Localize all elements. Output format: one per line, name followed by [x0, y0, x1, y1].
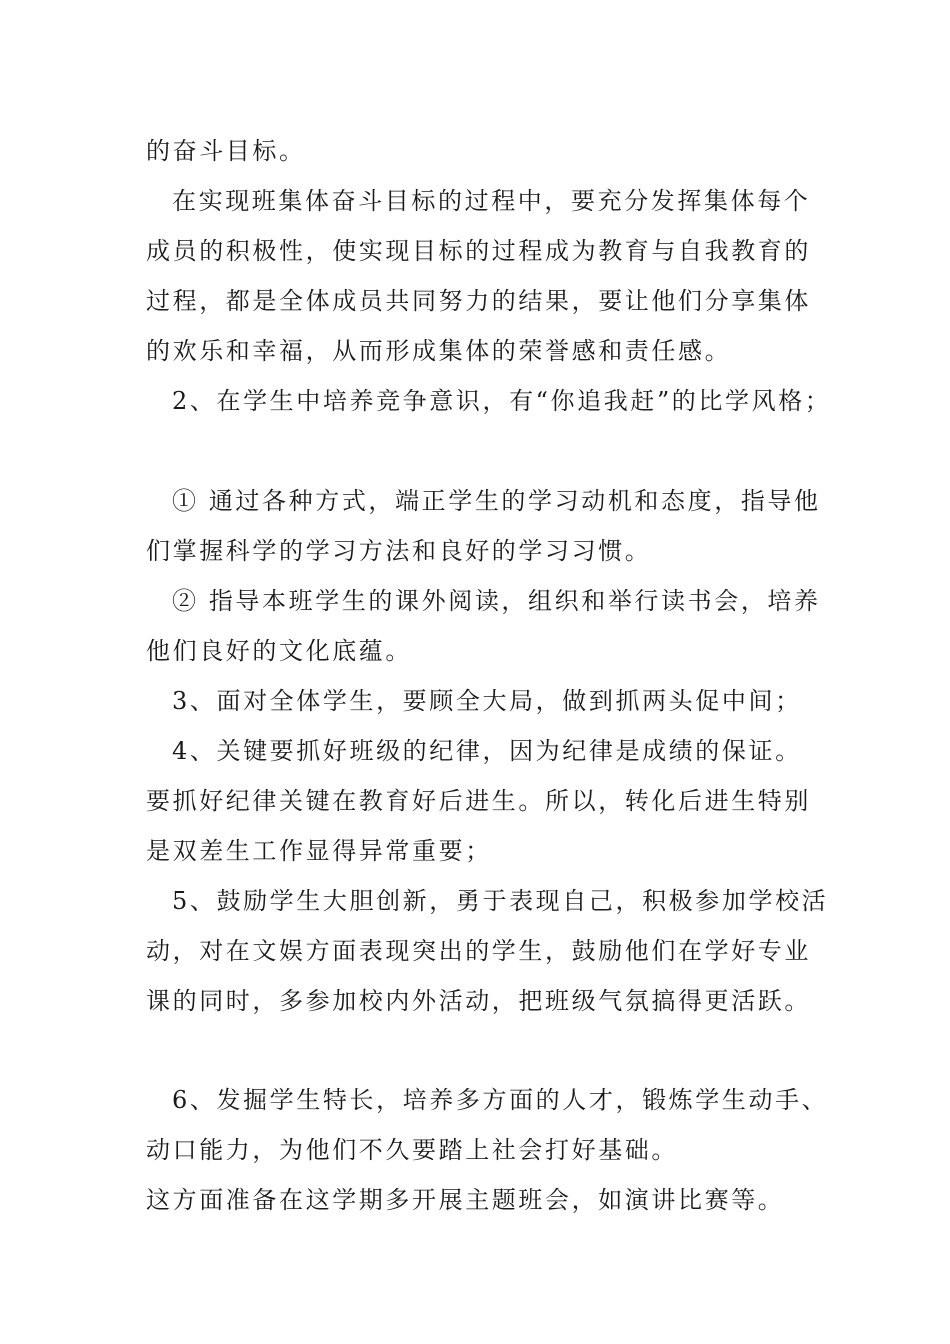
- text-line-10: 他们良好的文化底蕴。: [146, 637, 412, 665]
- text-line-17: 课的同时，多参加校内外活动，把班级气氛搞得更活跃。: [146, 987, 811, 1015]
- text-line-4: 过程，都是全体成员共同努力的结果，要让他们分享集体: [146, 287, 811, 315]
- text-line-12: 4、关键要抓好班级的纪律，因为纪律是成绩的保证。: [172, 737, 802, 765]
- text-line-7: ① 通过各种方式，端正学生的学习动机和态度，指导他: [172, 487, 821, 515]
- text-line-13: 要抓好纪律关键在教育好后进生。所以，转化后进生特别: [146, 787, 811, 815]
- text-line-11: 3、面对全体学生，要顾全大局，做到抓两头促中间；: [172, 687, 802, 715]
- text-line-16: 动，对在文娱方面表现突出的学生，鼓励他们在学好专业: [146, 937, 811, 965]
- text-line-14: 是双差生工作显得异常重要；: [146, 837, 492, 865]
- text-line-2: 在实现班集体奋斗目标的过程中，要充分发挥集体每个: [172, 187, 811, 215]
- text-line-8: 们掌握科学的学习方法和良好的学习习惯。: [146, 537, 652, 565]
- text-line-19: 动口能力，为他们不久要踏上社会打好基础。: [146, 1136, 678, 1164]
- text-line-1: 的奋斗目标。: [146, 137, 306, 165]
- text-line-6: 2、在学生中培养竞争意识，有“你追我赶”的比学风格；: [172, 387, 832, 415]
- text-line-3: 成员的积极性，使实现目标的过程成为教育与自我教育的: [146, 237, 811, 265]
- text-line-20: 这方面准备在这学期多开展主题班会，如演讲比赛等。: [146, 1186, 785, 1214]
- text-line-15: 5、鼓励学生大胆创新，勇于表现自己，积极参加学校活: [172, 887, 829, 915]
- text-line-9: ② 指导本班学生的课外阅读，组织和举行读书会，培养: [172, 587, 821, 615]
- text-line-5: 的欢乐和幸福，从而形成集体的荣誉感和责任感。: [146, 337, 732, 365]
- text-line-18: 6、发掘学生特长，培养多方面的人才，锻炼学生动手、: [172, 1086, 829, 1114]
